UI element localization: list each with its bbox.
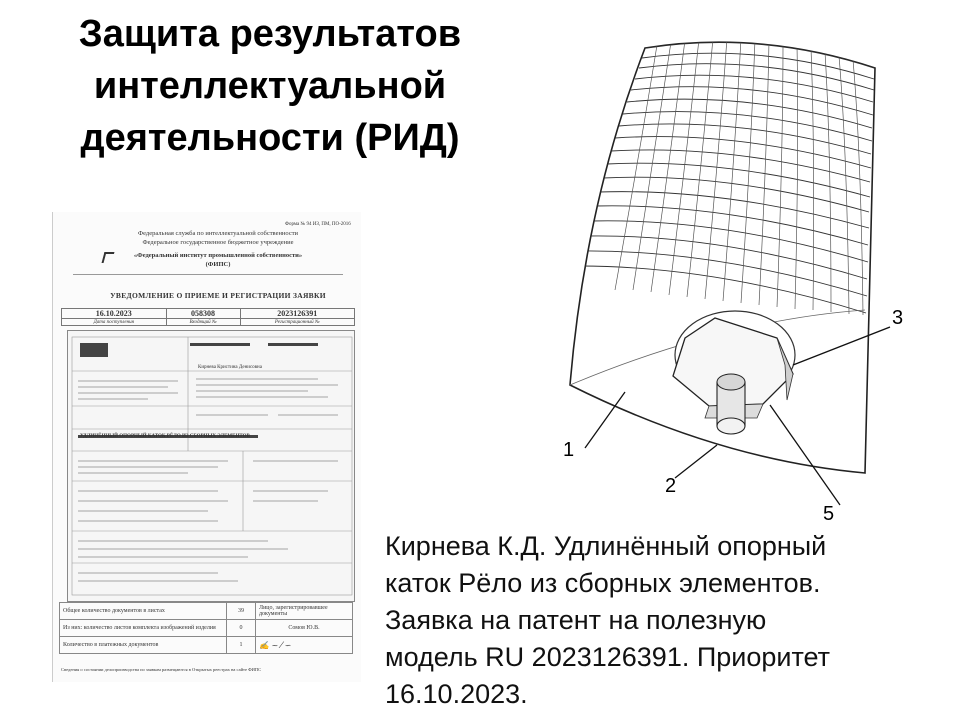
footer-note: Сведения о состоянии делопроизводства по заявкам размещаются в Открытых реестрах на сайте ФИПС — [61, 667, 262, 672]
form-code: Форма № 94 ИЗ, ПМ, ПО-2016 — [285, 222, 351, 227]
agency-line-1: Федеральная служба по интеллектуальной собственности — [137, 230, 299, 237]
caption — [385, 528, 955, 713]
institute-name: «Федеральный институт промышленной собственности» — [133, 252, 303, 259]
filing-date-label: Дата поступления — [62, 319, 167, 326]
registered-by: Сомов Ю.В. — [256, 620, 353, 637]
caption-line-4: модель RU 2023126391. Приоритет — [385, 642, 831, 672]
caption-line-1: Кирнева К.Д. Удлинённый опорный — [385, 531, 827, 561]
signature: ✍ ~ ⁄ ∽ — [256, 637, 353, 654]
incoming-number: 058308 — [166, 309, 240, 319]
caption-line-3: Заявка на патент на полезную — [385, 605, 767, 635]
registration-table — [61, 308, 355, 326]
axle-top — [717, 374, 745, 390]
drawings-label: Из них: количество листов комплекта изображений изделия — [60, 620, 227, 637]
applicant-name: Кирнева Кристина Денисовна — [198, 365, 262, 370]
label-2: 2 — [665, 475, 677, 497]
header-rule — [73, 274, 343, 275]
fee-docs-value: 1 — [227, 637, 256, 654]
inner-application-form — [67, 330, 355, 602]
filing-date: 16.10.2023 — [62, 309, 167, 319]
drawings-value: 0 — [227, 620, 256, 637]
agency-line-2: Федеральное государственное бюджетное учреждение — [142, 239, 294, 246]
slide-title — [30, 8, 510, 164]
title-line-2: интеллектуальной — [93, 65, 447, 107]
incoming-label: Входящий № — [166, 319, 240, 326]
notice-title: УВЕДОМЛЕНИЕ О ПРИЕМЕ И РЕГИСТРАЦИИ ЗАЯВКИ — [110, 291, 326, 300]
title-line-1: Защита результатов — [78, 13, 462, 55]
registration-number: 2023126391 — [240, 309, 355, 319]
patent-application-scan — [52, 212, 361, 682]
label-3: 3 — [892, 307, 904, 329]
institute-abbr: (ФИПС) — [205, 261, 231, 268]
caption-line-5: 16.10.2023. — [385, 679, 528, 709]
registered-docs-label: Лицо, зарегистрировавшее документы — [256, 603, 353, 620]
fee-docs-label: Количество в платежных документов — [60, 637, 227, 654]
roller-drawing — [545, 20, 925, 520]
label-1: 1 — [563, 439, 575, 461]
registration-label: Регистрационный № — [240, 319, 355, 326]
label-5: 5 — [823, 503, 835, 520]
title-line-3: деятельности (РИД) — [80, 117, 460, 159]
total-docs-label: Общее количество документов в листах — [60, 603, 227, 620]
utility-model-title: УДЛИНЁННЫЙ ОПОРНЫЙ КАТОК РЁЛО ИЗ СБОРНЫХ ЭЛЕМЕНТОВ — [80, 434, 250, 439]
axle-end — [717, 418, 745, 434]
form-body-lines — [68, 331, 354, 601]
total-docs-value: 39 — [227, 603, 256, 620]
caption-line-2: каток Рёло из сборных элементов. — [385, 568, 821, 598]
summary-table — [59, 602, 353, 654]
